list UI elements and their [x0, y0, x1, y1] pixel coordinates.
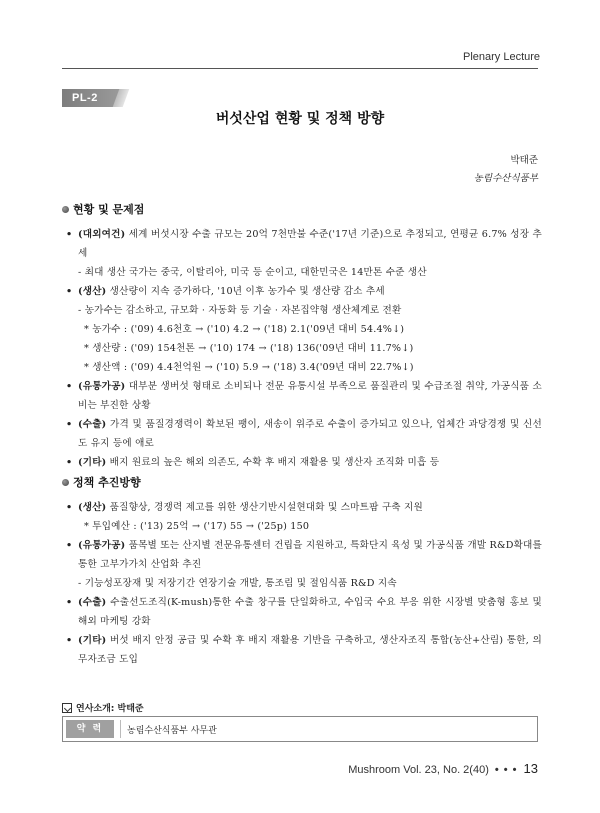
arrow-box-icon — [62, 703, 72, 713]
bullet-icon: • — [66, 286, 73, 297]
page-title: 버섯산업 현황 및 정책 방향 — [215, 111, 385, 127]
page-number: 13 — [523, 761, 538, 776]
item-text: 수출선도조직(K-mush)통한 수출 창구를 단일화하고, 수입국 수요 부응 위한 시장별 맞춤형 홍보 및 해외 마케팅 강화 — [78, 597, 542, 627]
list-item — [62, 631, 542, 669]
speaker-heading-text: 연사소개: 박태준 — [76, 704, 144, 714]
bullet-dot-icon — [62, 206, 69, 213]
item-text: 배지 원료의 높은 해외 의존도, 수확 후 배지 재활용 및 생산자 조직화 미흡 등 — [106, 457, 440, 468]
list-item — [62, 536, 542, 574]
item-tag: (수출) — [78, 597, 107, 608]
list-item — [62, 453, 542, 472]
list-item — [62, 415, 542, 453]
bullet-dot-icon — [62, 479, 69, 486]
item-tag: (생산) — [78, 502, 107, 513]
bullet-icon: • — [66, 419, 73, 430]
list-item — [62, 377, 542, 415]
item-text: 품질향상, 경쟁력 제고를 위한 생산기반시설현대화 및 스마트팜 구축 지원 — [106, 502, 423, 513]
list-item — [62, 498, 542, 517]
bullet-icon: • — [66, 457, 73, 468]
journal-citation: Mushroom Vol. 23, No. 2(40) — [348, 764, 489, 776]
item-tag: (수출) — [78, 419, 107, 430]
profile-text: 농림수산식품부 사무관 — [127, 725, 217, 736]
section-status — [62, 201, 542, 472]
author-affiliation: 농림수산식품부 — [473, 173, 538, 184]
page-footer — [348, 761, 538, 776]
header-divider — [62, 68, 538, 69]
running-header: Plenary Lecture — [463, 51, 541, 63]
stat-line: * 생산량 : ('09) 154천톤 → ('10) 174 → ('18) 136('09년 대비 11.7%↓) — [84, 343, 414, 354]
item-text: 가격 및 품질경쟁력이 확보된 팽이, 새송이 위주로 수출이 증가되고 있으나, 업체간 과당경쟁 및 신선도 유지 등에 애로 — [78, 419, 542, 449]
item-text: 세계 버섯시장 수출 규모는 20억 7천만불 수준('17년 기준)으로 추정되고, 연평균 6.7% 성장 추세 — [78, 229, 542, 259]
speaker-intro-heading — [62, 701, 144, 714]
stat-line: * 투입예산 : ('13) 25억 → ('17) 55 → ('25p) 150 — [84, 521, 310, 532]
sub-item: - 기능성포장재 및 저장기간 연장기술 개발, 통조림 및 절임식품 R&D 지속 — [78, 578, 397, 589]
speaker-profile-box — [62, 716, 538, 742]
author-name: 박태준 — [510, 155, 538, 166]
sub-item: - 최대 생산 국가는 중국, 이탈리아, 미국 등 순이고, 대한민국은 14만톤 수준 생산 — [78, 267, 427, 278]
bullet-icon: • — [66, 635, 73, 646]
item-text: 생산량이 지속 증가하다, '10년 이후 농가수 및 생산량 감소 추세 — [106, 286, 385, 297]
item-tag: (유통가공) — [78, 540, 126, 551]
item-tag: (생산) — [78, 286, 107, 297]
item-tag: (유통가공) — [78, 381, 126, 392]
bullet-icon: • — [66, 502, 73, 513]
item-text: 대부분 생버섯 형태로 소비되나 전문 유통시설 부족으로 품질관리 및 수급조절 취약, 가공식품 소비는 부진한 상황 — [78, 381, 542, 411]
lecture-code-tag: PL-2 — [62, 89, 120, 107]
item-text: 버섯 배지 안정 공급 및 수확 후 배지 재활용 기반을 구축하고, 생산자조직 통합(농산+산림) 통한, 의무자조금 도입 — [78, 635, 542, 665]
footer-dots: • • • — [494, 764, 518, 776]
list-item — [62, 282, 542, 301]
section-policy — [62, 474, 542, 669]
sub-item: - 농가수는 감소하고, 규모화 · 자동화 등 기술 · 자본집약형 생산체계로 전환 — [78, 305, 402, 316]
item-tag: (기타) — [78, 635, 107, 646]
list-item — [62, 593, 542, 631]
bullet-icon: • — [66, 597, 73, 608]
item-text: 품목별 또는 산지별 전문유통센터 건립을 지원하고, 특화단지 육성 및 가공식품 개발 R&D확대를 통한 고부가가치 산업화 추진 — [78, 540, 542, 570]
section-heading-text: 정책 추진방향 — [73, 476, 141, 489]
item-tag: (기타) — [78, 457, 107, 468]
profile-divider — [120, 720, 121, 738]
list-item — [62, 225, 542, 263]
section-heading-text: 현황 및 문제점 — [73, 203, 145, 216]
bullet-icon: • — [66, 540, 73, 551]
profile-label: 약 력 — [66, 720, 114, 738]
section-heading — [62, 474, 542, 490]
stat-line: * 농가수 : ('09) 4.6천호 → ('10) 4.2 → ('18) 2.1('09년 대비 54.4%↓) — [84, 324, 405, 335]
section-heading — [62, 201, 542, 217]
stat-line: * 생산액 : ('09) 4.4천억원 → ('10) 5.9 → ('18) 3.4('09년 대비 22.7%↓) — [84, 362, 414, 373]
item-tag: (대외여건) — [78, 229, 126, 240]
bullet-icon: • — [66, 229, 73, 240]
bullet-icon: • — [66, 381, 73, 392]
